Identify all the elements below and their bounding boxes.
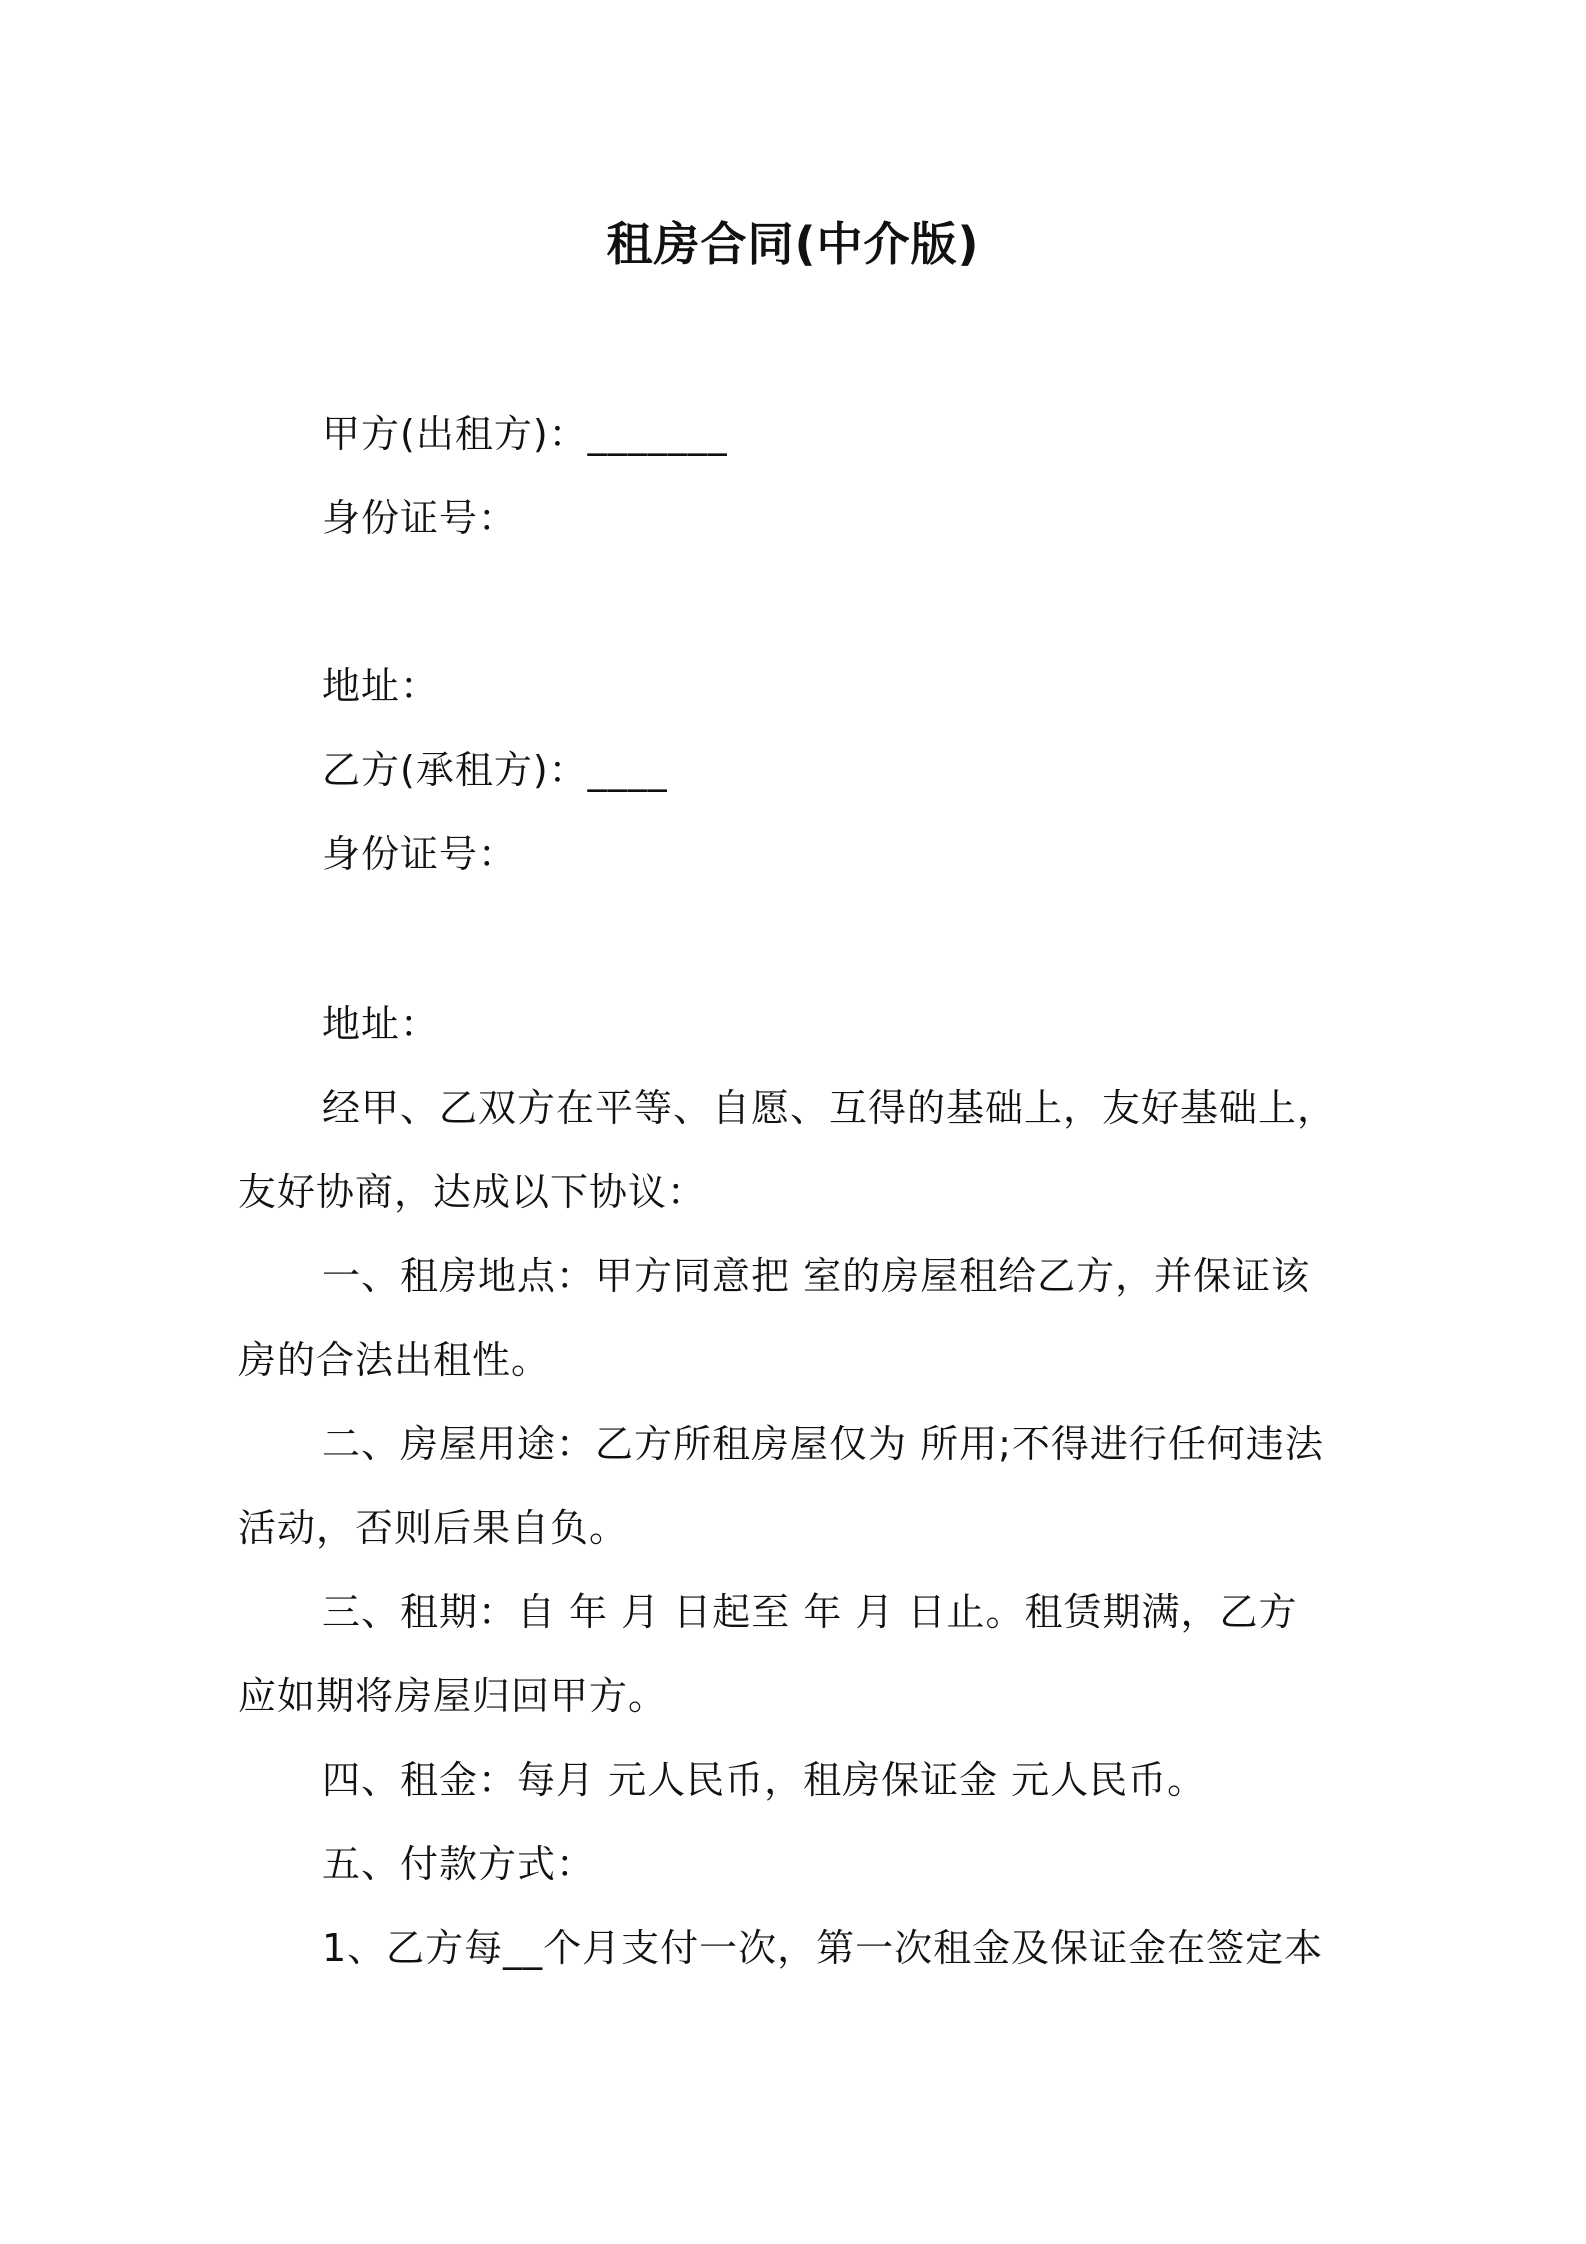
party-b-address-label: 地址： [322, 1002, 440, 1046]
clause-2-line-2: 活动，否则后果自负。 [238, 1506, 629, 1550]
clause-1-line-1: 一、租房地点：甲方同意把 室的房屋租给乙方，并保证该 [322, 1254, 1311, 1298]
clause-5-item-1: 1、乙方每__个月支付一次，第一次租金及保证金在签定本 [322, 1926, 1324, 1970]
party-a-label: 甲方(出租方)：_______ [322, 412, 728, 456]
intro-paragraph-line-2: 友好协商，达成以下协议： [238, 1170, 707, 1214]
party-b-id-label: 身份证号： [322, 832, 518, 876]
party-b-label: 乙方(承租方)：____ [322, 748, 668, 792]
clause-3-line-2: 应如期将房屋归回甲方。 [238, 1674, 668, 1718]
clause-3-line-1: 三、租期：自 年 月 日起至 年 月 日止。租赁期满，乙方 [322, 1590, 1298, 1634]
clause-4: 四、租金：每月 元人民币，租房保证金 元人民币。 [322, 1758, 1207, 1802]
clause-1-line-2: 房的合法出租性。 [238, 1338, 551, 1382]
intro-paragraph-line-1: 经甲、乙双方在平等、自愿、互得的基础上，友好基础上， [322, 1086, 1337, 1130]
document-title: 租房合同(中介版) [606, 217, 980, 271]
clause-5-heading: 五、付款方式： [322, 1842, 596, 1886]
party-a-id-label: 身份证号： [322, 496, 518, 540]
clause-2-line-1: 二、房屋用途：乙方所租房屋仅为 所用;不得进行任何违法 [322, 1422, 1324, 1466]
party-a-address-label: 地址： [322, 664, 440, 708]
